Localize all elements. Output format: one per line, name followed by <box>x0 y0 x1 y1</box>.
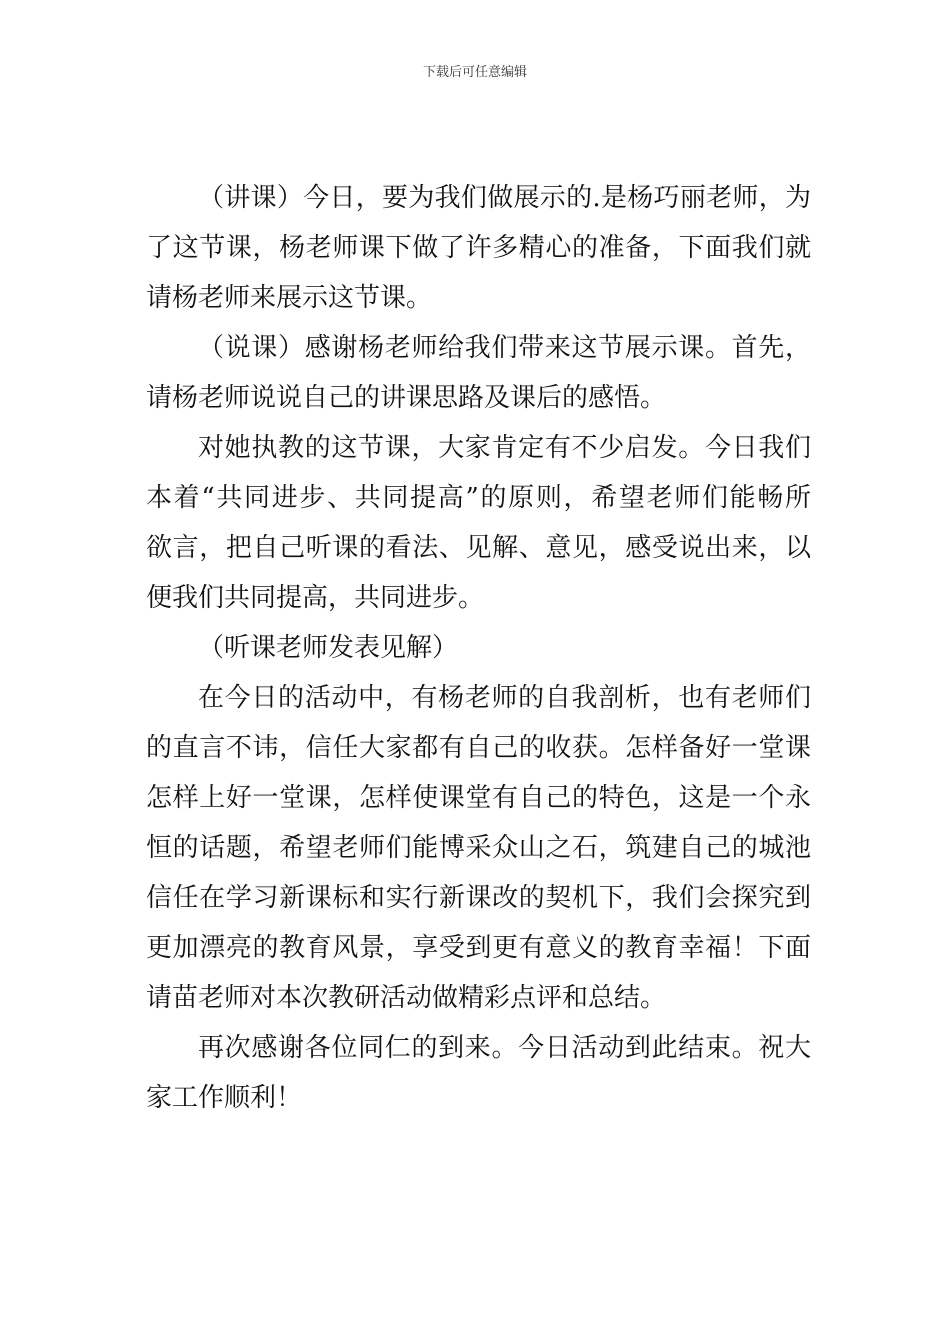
paragraph-line: 家工作顺利！ <box>146 1083 303 1113</box>
paragraph-line: 本着“共同进步、共同提高”的原则，希望老师们能畅所 <box>146 483 811 513</box>
paragraph-line: 更加漂亮的教育风景，享受到更有意义的教育幸福！下面 <box>146 933 811 963</box>
paragraph-line: 请杨老师说说自己的讲课思路及课后的感悟。 <box>146 383 667 413</box>
paragraph-line: （听课老师发表见解） <box>198 633 459 663</box>
paragraph-line: 在今日的活动中，有杨老师的自我剖析，也有老师们 <box>198 683 811 713</box>
paragraph-line: （说课）感谢杨老师给我们带来这节展示课。首先， <box>198 333 811 363</box>
paragraph-line: 的直言不讳，信任大家都有自己的收获。怎样备好一堂课 <box>146 733 811 763</box>
paragraph-line: 对她执教的这节课，大家肯定有不少启发。今日我们 <box>198 433 811 463</box>
header-note: 下载后可任意编辑 <box>422 65 527 80</box>
paragraph-line: 请杨老师来展示这节课。 <box>146 283 433 313</box>
paragraph-line: 请苗老师对本次教研活动做精彩点评和总结。 <box>146 983 667 1013</box>
paragraph-line: 再次感谢各位同仁的到来。今日活动到此结束。祝大 <box>198 1033 811 1063</box>
paragraph-line: 怎样上好一堂课，怎样使课堂有自己的特色，这是一个永 <box>146 783 811 813</box>
paragraph-line: （讲课）今日，要为我们做展示的.是杨巧丽老师，为 <box>198 183 811 213</box>
paragraph-line: 信任在学习新课标和实行新课改的契机下，我们会探究到 <box>146 883 811 913</box>
paragraph-line: 恒的话题，希望老师们能博采众山之石，筑建自己的城池 <box>146 833 811 863</box>
paragraph-line: 了这节课，杨老师课下做了许多精心的准备，下面我们就 <box>146 233 811 263</box>
paragraph-line: 便我们共同提高，共同进步。 <box>146 583 485 613</box>
paragraph-line: 欲言，把自己听课的看法、见解、意见，感受说出来，以 <box>146 533 811 563</box>
